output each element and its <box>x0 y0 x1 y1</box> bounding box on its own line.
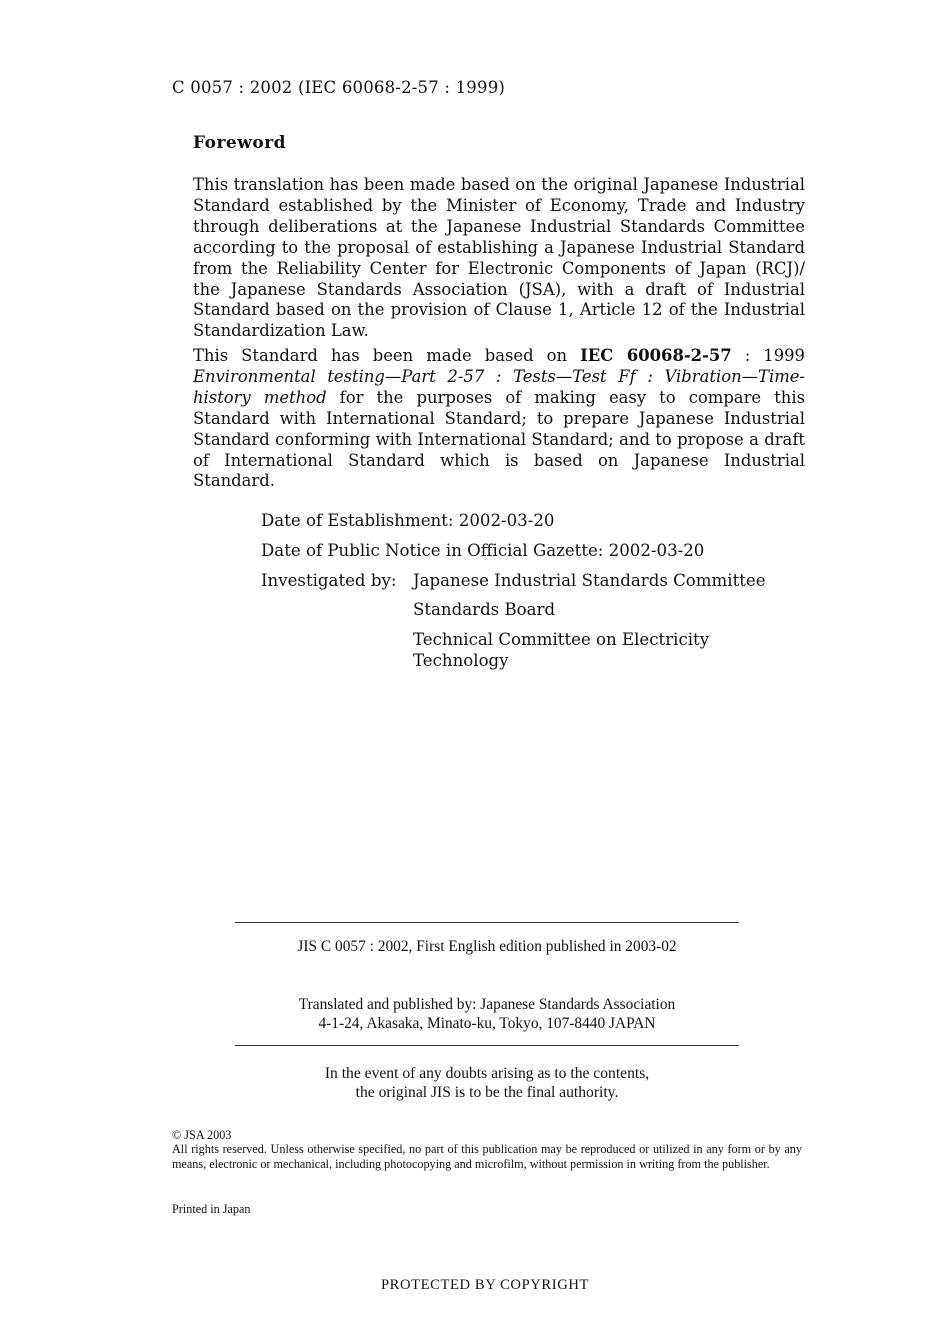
translated-by-line: Translated and published by: Japanese Standards Association <box>298 996 676 1013</box>
document-code-header: C 0057 : 2002 (IEC 60068-2-57 : 1999) <box>172 78 506 97</box>
divider-bottom <box>235 1045 739 1046</box>
divider-top <box>235 922 739 923</box>
foreword-heading: Foreword <box>193 133 287 153</box>
para2-standard-title: Environmental testing—Part 2-57 : Tests—Test Ff : Vibration—Time-history method <box>193 366 805 407</box>
investigated-by-label: Investigated by: <box>261 571 397 590</box>
date-of-public-notice: Date of Public Notice in Official Gazette: 2002-03-20 <box>261 541 705 560</box>
para2-standard-ref: IEC 60068-2-57 <box>580 346 732 365</box>
para2-text-b: : 1999 <box>731 346 805 365</box>
date-of-establishment: Date of Establishment: 2002-03-20 <box>261 511 555 530</box>
investigated-by-committee: Japanese Industrial Standards Committee <box>413 571 766 590</box>
para2-text-a: This Standard has been made based on <box>193 346 581 365</box>
authority-note-line-2: the original JIS is to be the final authority. <box>355 1084 619 1101</box>
investigated-by-board: Standards Board <box>413 600 556 619</box>
authority-note-line-1: In the event of any doubts arising as to the contents, <box>324 1065 650 1082</box>
copyright-notice: © JSA 2003 <box>172 1128 232 1142</box>
foreword-paragraph-1: This translation has been made based on the original Japanese Industrial Standard established by the Minister of Economy, Trade and Industry through deliberations at the Japanese Industrial Standards Committee according to the proposal of establishing a Japanese Industrial Standard from the Reliability Center for Electronic Components of Japan (RCJ)/ the Japanese Standards Association (JSA), with a draft of Industrial Standard based on the provision of Clause 1, Article 12 of the Industrial Standardization Law. <box>193 175 805 341</box>
page-footer: PROTECTED BY COPYRIGHT <box>380 1277 590 1293</box>
rights-reserved-notice: All rights reserved. Unless otherwise specified, no part of this publication may be reproduced or utilized in any form or by any means, electronic or mechanical, including photocopying and microfilm, without permission in writing from the publisher. <box>172 1142 802 1171</box>
para2-text-c: for the purposes of making easy to compare this Standard with International Standard; to prepare Japanese Industrial Standard conforming with International Standard; and to propose a draft of International Standard which is based on Japanese Industrial Standard. <box>193 387 805 491</box>
foreword-paragraph-2 <box>193 346 805 492</box>
printed-in-note: Printed in Japan <box>172 1202 251 1216</box>
publisher-address: 4-1-24, Akasaka, Minato-ku, Tokyo, 107-8440 JAPAN <box>318 1015 656 1032</box>
edition-line: JIS C 0057 : 2002, First English edition published in 2003-02 <box>297 938 677 955</box>
investigated-by-technical-committee: Technical Committee on Electricity Technology <box>413 630 710 670</box>
